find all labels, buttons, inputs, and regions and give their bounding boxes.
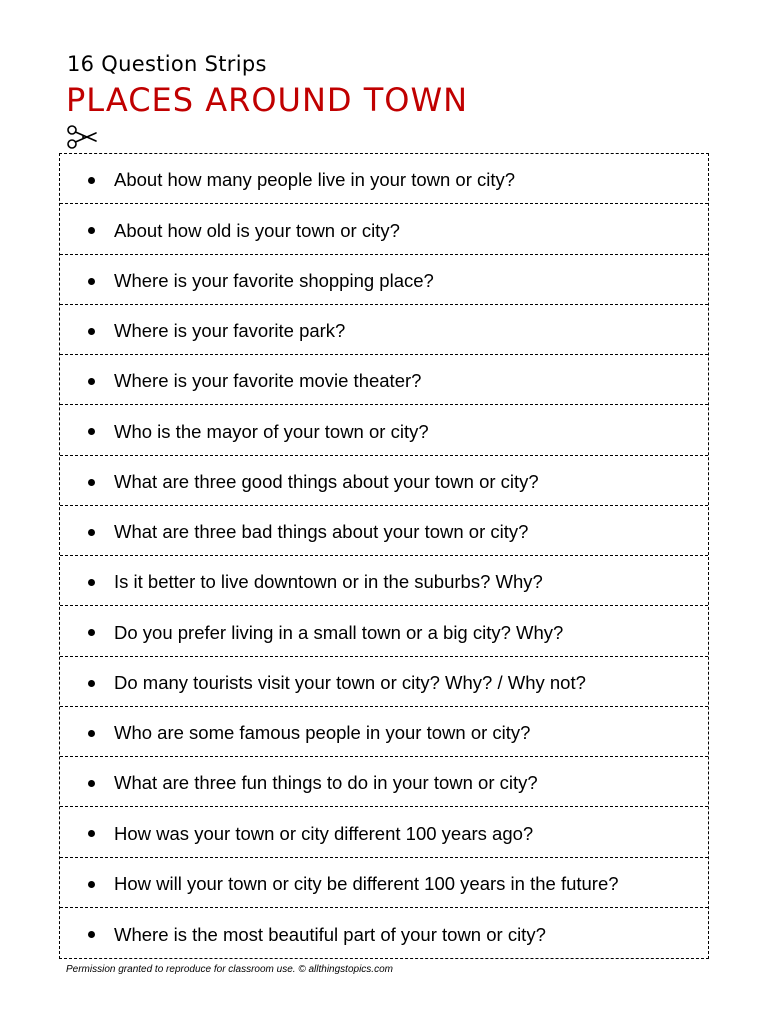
- question-strip: [60, 606, 708, 656]
- question-text: Where is your favorite park?: [114, 320, 346, 342]
- question-text: How will your town or city be different 100 years in the future?: [114, 872, 619, 894]
- worksheet-subtitle: 16 Question Strips: [67, 52, 267, 76]
- bullet-icon: [88, 881, 95, 888]
- question-text: How was your town or city different 100 years ago?: [114, 822, 534, 844]
- question-strip: [60, 858, 708, 908]
- bullet-icon: [88, 428, 95, 435]
- bullet-icon: [88, 780, 95, 787]
- question-text: What are three fun things to do in your town or city?: [114, 772, 538, 794]
- question-text: What are three bad things about your town or city?: [114, 521, 529, 543]
- question-text: Who is the mayor of your town or city?: [114, 420, 429, 442]
- question-text: Do you prefer living in a small town or a big city? Why?: [114, 621, 564, 643]
- question-strip: [60, 757, 708, 807]
- question-strip: [60, 355, 708, 405]
- question-strip: [60, 908, 708, 958]
- bullet-icon: [88, 529, 95, 536]
- question-strip: [60, 456, 708, 506]
- bullet-icon: [88, 278, 95, 285]
- permission-footer: Permission granted to reproduce for classroom use. © allthingstopics.com: [66, 964, 393, 975]
- question-strip: [60, 506, 708, 556]
- question-text: Where is your favorite movie theater?: [114, 370, 422, 392]
- bullet-icon: [88, 479, 95, 486]
- question-text: Who are some famous people in your town or city?: [114, 722, 531, 744]
- question-strip: [60, 305, 708, 355]
- bullet-icon: [88, 931, 95, 938]
- bullet-icon: [88, 378, 95, 385]
- bullet-icon: [88, 730, 95, 737]
- question-text: Do many tourists visit your town or city? Why? / Why not?: [114, 671, 586, 693]
- question-strip: [60, 405, 708, 455]
- question-text: About how many people live in your town or city?: [114, 169, 516, 191]
- scissors-icon: [66, 124, 98, 150]
- question-text: About how old is your town or city?: [114, 219, 400, 241]
- bullet-icon: [88, 629, 95, 636]
- bullet-icon: [88, 328, 95, 335]
- bullet-icon: [88, 680, 95, 687]
- question-strip: [60, 204, 708, 254]
- bullet-icon: [88, 579, 95, 586]
- bullet-icon: [88, 830, 95, 837]
- question-strip: [60, 154, 708, 204]
- question-strip: [60, 707, 708, 757]
- question-strip: [60, 807, 708, 857]
- question-strip: [60, 657, 708, 707]
- question-text: Where is the most beautiful part of your town or city?: [114, 923, 546, 945]
- bullet-icon: [88, 227, 95, 234]
- worksheet-title: PLACES AROUND TOWN: [66, 81, 469, 119]
- question-strips-list: [59, 153, 709, 959]
- question-text: What are three good things about your town or city?: [114, 470, 539, 492]
- question-text: Where is your favorite shopping place?: [114, 269, 434, 291]
- question-text: Is it better to live downtown or in the suburbs? Why?: [114, 571, 543, 593]
- bullet-icon: [88, 177, 95, 184]
- question-strip: [60, 556, 708, 606]
- question-strip: [60, 255, 708, 305]
